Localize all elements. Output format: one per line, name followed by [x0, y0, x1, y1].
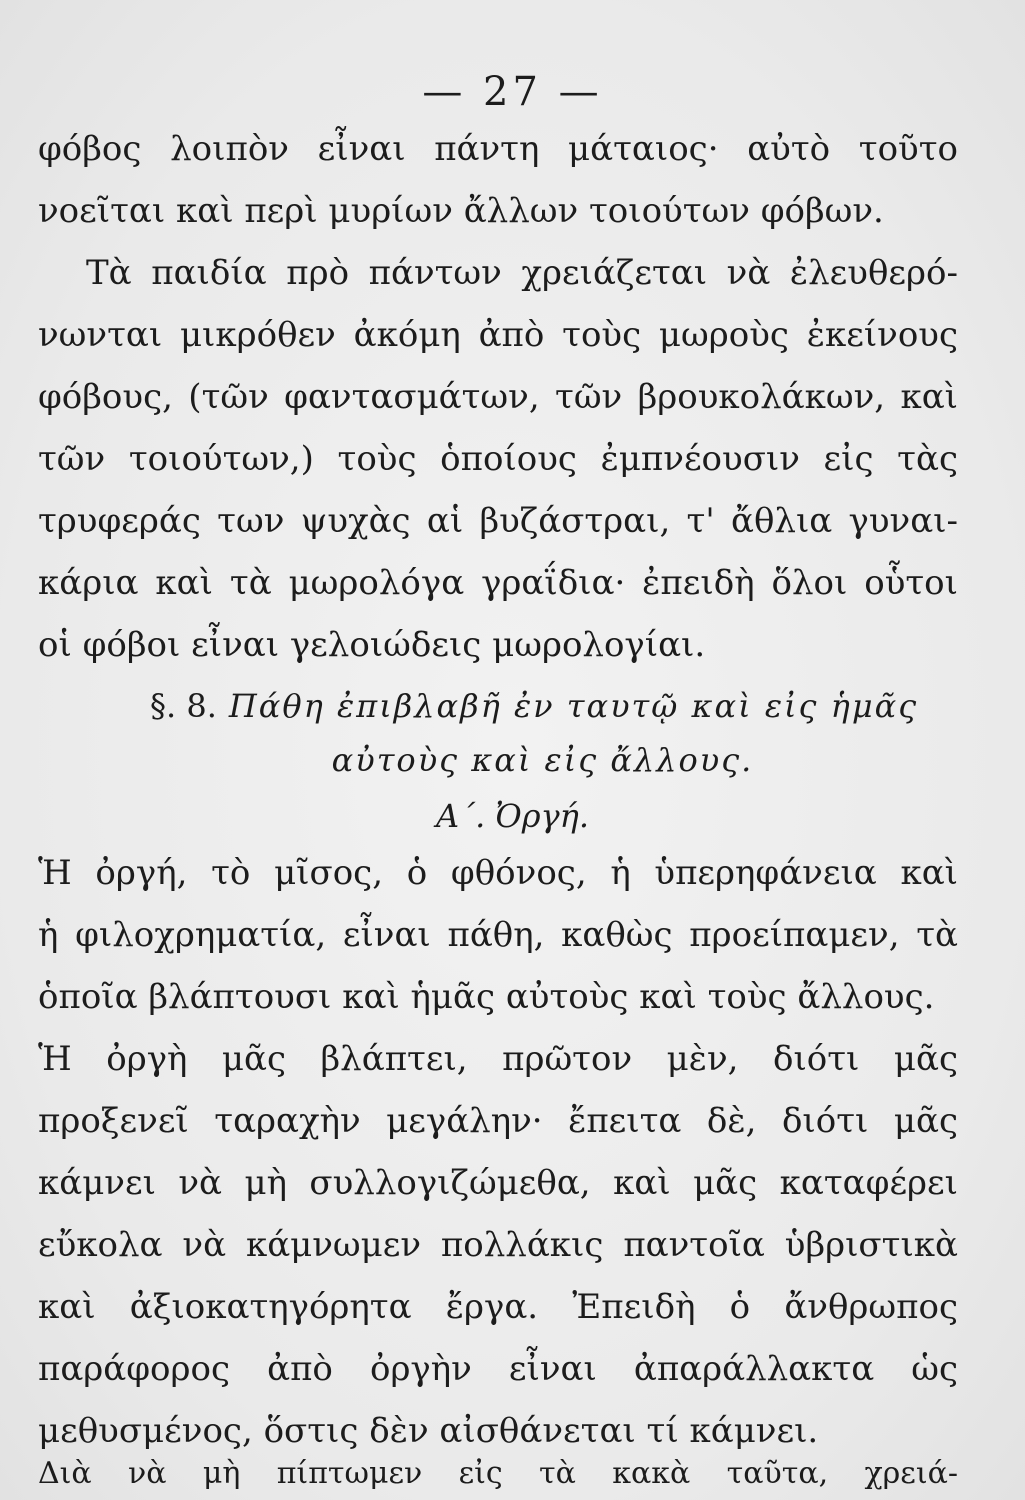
- subheading: Α΄. Ὀργή.: [436, 797, 589, 835]
- text-line: νωνται μικρόθεν ἀκόμη ἀπὸ τοὺς μωροὺς ἐκείνους: [38, 315, 958, 355]
- text-line: Τὰ παιδία πρὸ πάντων χρειάζεται νὰ ἐλευθερό-: [86, 253, 958, 293]
- text-line: Διὰ νὰ μὴ πίπτωμεν εἰς τὰ κακὰ ταῦτα, χρειά-: [38, 1456, 958, 1491]
- section-heading: [150, 682, 918, 730]
- text-line: κάμνει νὰ μὴ συλλογιζώμεθα, καὶ μᾶς καταφέρει: [38, 1163, 958, 1203]
- section-number: §. 8.: [150, 687, 217, 725]
- text-line: μεθυσμένος, ὅστις δὲν αἰσθάνεται τί κάμνει.: [38, 1411, 819, 1451]
- text-line: φόβους, (τῶν φαντασμάτων, τῶν βρουκολάκων, καὶ: [38, 377, 958, 417]
- text-line: ἡ φιλοχρηματία, εἶναι πάθη, καθὼς προείπαμεν, τὰ: [38, 915, 958, 955]
- text-line: Ἡ ὀργή, τὸ μῖσος, ὁ φθόνος, ἡ ὑπερηφάνεια καὶ: [38, 853, 958, 893]
- section-title-line-2: αὐτοὺς καὶ εἰς ἄλλους.: [331, 741, 754, 779]
- text-line: εὔκολα νὰ κάμνωμεν πολλάκις παντοῖα ὑβριστικὰ: [38, 1225, 958, 1265]
- page-number: — 27 —: [422, 69, 603, 115]
- text-line: τρυφεράς των ψυχὰς αἱ βυζάστραι, τ' ἄθλια γυναι-: [38, 501, 958, 541]
- text-line: ὁποῖα βλάπτουσι καὶ ἡμᾶς αὐτοὺς καὶ τοὺς ἄλλους.: [38, 977, 935, 1017]
- text-line: κάρια καὶ τὰ μωρολόγα γραΐδια· ἐπειδὴ ὅλοι οὗτοι: [38, 563, 958, 603]
- text-line: φόβος λοιπὸν εἶναι πάντη μάταιος· αὐτὸ τοῦτο: [38, 129, 958, 169]
- text-line: παράφορος ἀπὸ ὀργὴν εἶναι ἀπαράλλακτα ὡς: [38, 1349, 958, 1389]
- text-line: οἱ φόβοι εἶναι γελοιώδεις μωρολογίαι.: [38, 625, 706, 665]
- section-title-line-1: Πάθη ἐπιβλαβῆ ἐν ταυτῷ καὶ εἰς ἡμᾶς: [228, 687, 919, 725]
- text-line: τῶν τοιούτων,) τοὺς ὁποίους ἐμπνέουσιν εἰς τὰς: [38, 439, 958, 479]
- text-line: Ἡ ὀργὴ μᾶς βλάπτει, πρῶτον μὲν, διότι μᾶς: [38, 1039, 958, 1079]
- text-line: προξενεῖ ταραχὴν μεγάλην· ἔπειτα δὲ, διότι μᾶς: [38, 1101, 958, 1141]
- text-line: νοεῖται καὶ περὶ μυρίων ἄλλων τοιούτων φόβων.: [38, 191, 884, 231]
- text-line: καὶ ἀξιοκατηγόρητα ἔργα. Ἐπειδὴ ὁ ἄνθρωπος: [38, 1287, 958, 1327]
